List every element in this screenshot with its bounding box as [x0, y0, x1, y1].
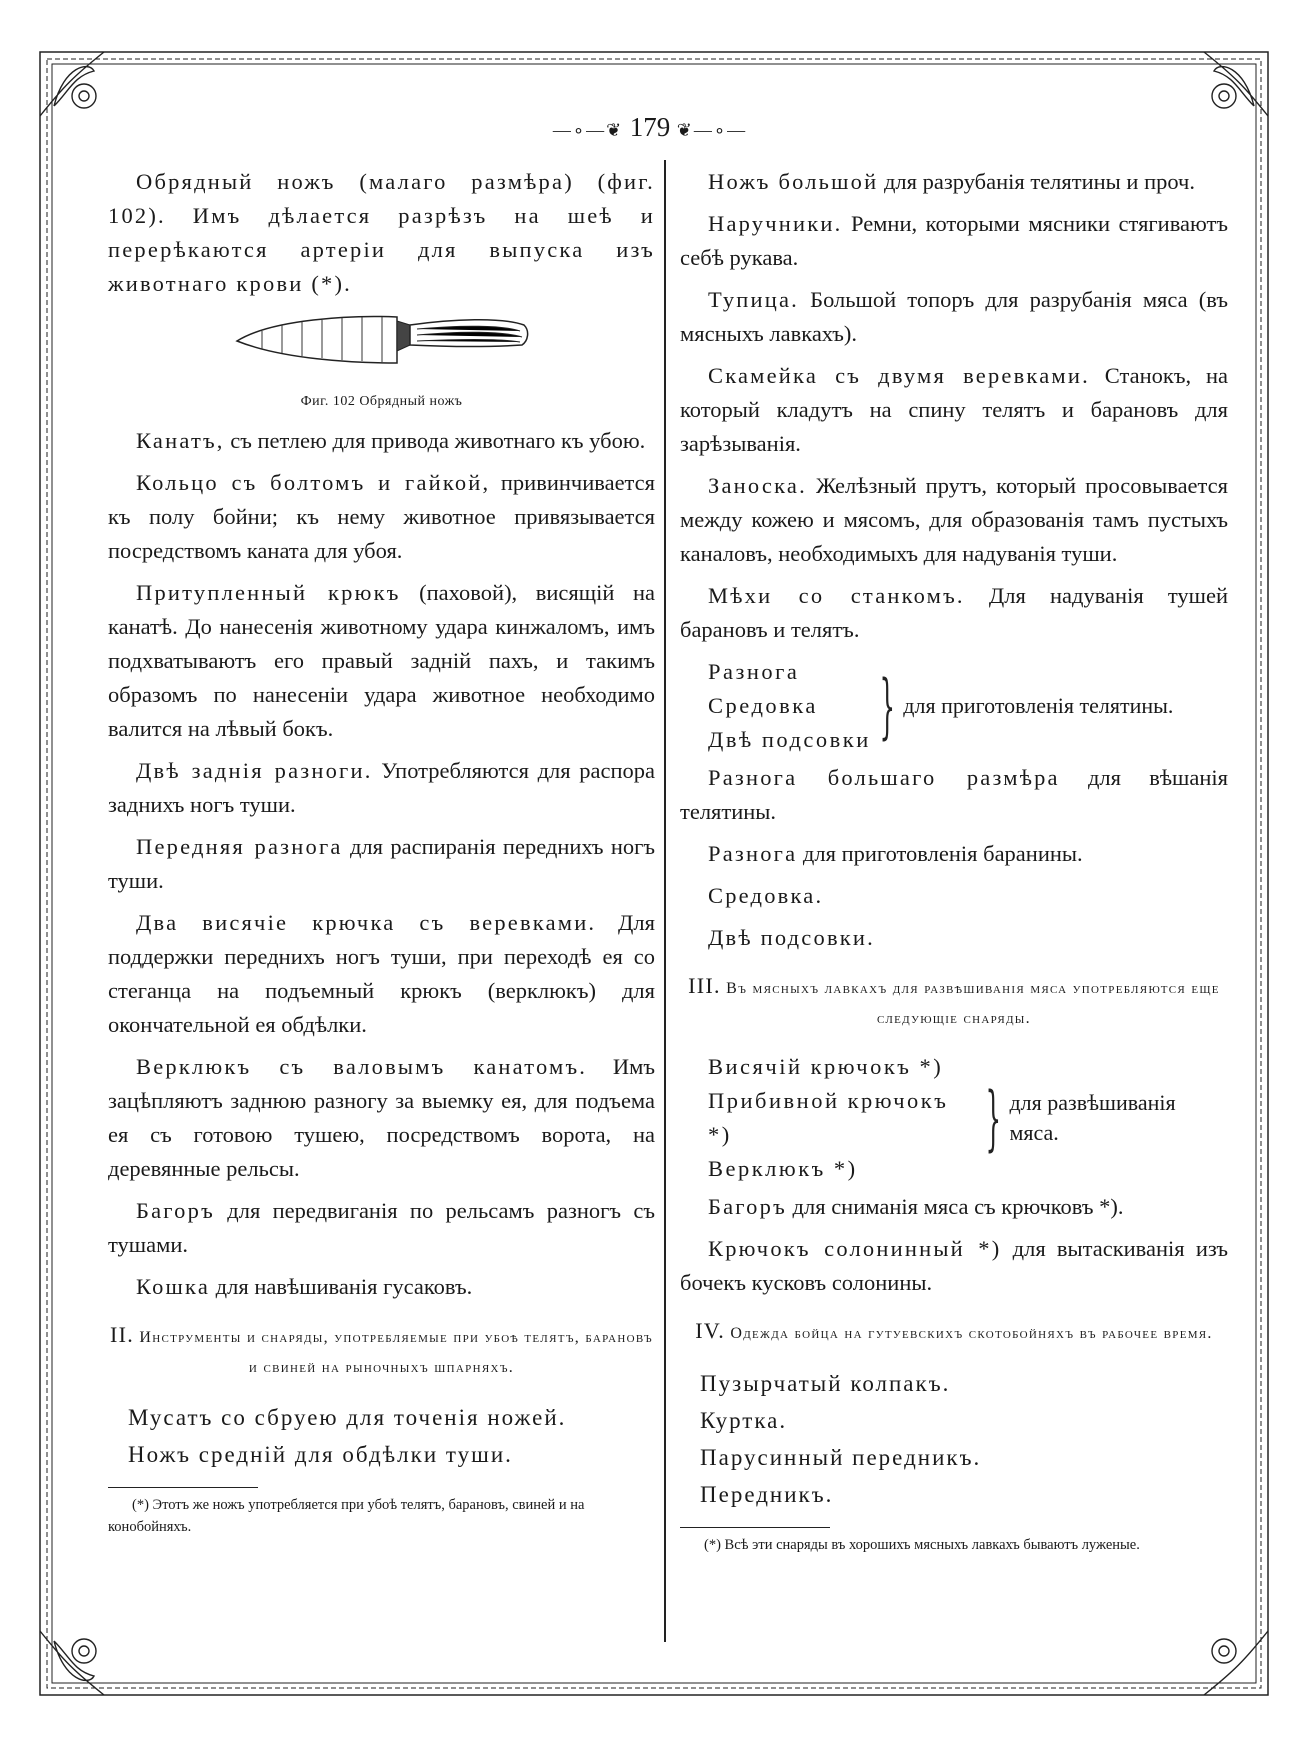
paragraph — [680, 359, 1228, 461]
definition: Ремни, которыми мясники стягиваютъ себѣ рукава. — [680, 211, 1228, 270]
definition: для распиранія переднихъ ногъ туши. — [108, 834, 655, 893]
page-number — [520, 112, 780, 143]
term: Кольцо съ болтомъ и гайкой, — [136, 470, 491, 495]
section-title: Одежда бойца на гутуевскихъ скотобойняхъ въ рабочее время. — [730, 1325, 1213, 1342]
definition: Большой топоръ для разрубанія мяса (въ мясныхъ лавкахъ). — [680, 287, 1228, 346]
term: Крючокъ солонинный *) — [708, 1236, 1002, 1261]
definition: для вѣшанія телятины. — [680, 765, 1228, 824]
list-item: Ножъ средній для обдѣлки туши. — [128, 1442, 513, 1467]
paragraph — [680, 761, 1228, 829]
term: Канатъ, — [136, 428, 225, 453]
definition: для сниманія мяса съ крючковъ *). — [786, 1194, 1124, 1219]
paragraph — [108, 466, 655, 568]
section-title: Въ мясныхъ лавкахъ для развѣшиванія мяса употребляются еще следующіе снаряды. — [726, 980, 1220, 1027]
list-item: Передникъ. — [700, 1482, 834, 1507]
section-heading — [680, 1316, 1228, 1349]
term: Разнога большаго размѣра — [708, 765, 1060, 790]
footnote-rule — [680, 1527, 830, 1528]
term: Притупленный крюкъ — [136, 580, 401, 605]
term: Разнога — [708, 841, 798, 866]
term: Тупица. — [708, 287, 800, 312]
section-heading — [108, 1320, 655, 1383]
paragraph — [680, 837, 1228, 871]
footnote: (*) Всѣ эти снаряды въ хорошихъ мясныхъ лавкахъ бываютъ луженые. — [704, 1537, 1140, 1553]
brace-label: для развѣшиванія мяса. — [1009, 1090, 1176, 1145]
definition: съ петлею для привода животнаго къ убою. — [224, 428, 646, 453]
definition: для передвиганія по рельсамъ разногъ съ тушами. — [108, 1198, 655, 1257]
paragraph — [680, 207, 1228, 275]
paragraph — [108, 830, 655, 898]
definition: привинчивается къ полу бойни; къ нему животное привязывается посредствомъ каната для убоя. — [108, 470, 655, 563]
list-item: Прибивной крючокъ *) — [708, 1088, 949, 1147]
paragraph — [108, 1050, 655, 1186]
list-item: Верклюкъ *) — [708, 1156, 858, 1181]
definition: Для поддержки переднихъ ногъ туши, при переходѣ ея со стеганца на подъемный крюкъ (верклюкъ) для окончательной ея обдѣлки. — [108, 910, 655, 1037]
list-item: Разнога — [708, 659, 800, 684]
term: Скамейка съ двумя веревками. — [708, 363, 1090, 388]
term: Передняя разнога — [136, 834, 343, 859]
definition: Желѣзный прутъ, который просовывается между кожею и мясомъ, для образованія тамъ пустыхъ каналовъ, необходимыхъ для надуванія туши. — [680, 473, 1228, 566]
list-item: Мусатъ со сбруею для точенія ножей. — [128, 1405, 567, 1430]
term: Наручники. — [708, 211, 843, 236]
paragraph — [108, 906, 655, 1042]
footnote: (*) Этотъ же ножъ употребляется при убоѣ телятъ, барановъ, свиней и на конобойняхъ. — [108, 1497, 585, 1535]
paragraph — [680, 579, 1228, 647]
right-brace-icon: } — [985, 1077, 1001, 1159]
definition: (паховой), висящій на канатѣ. До нанесенія животному удара кинжаломъ, имъ подхватываютъ его правый задній пахъ, и такимъ образомъ по нанесеніи удара животное необходимо валится на лѣвый бокъ. — [108, 580, 655, 741]
term: Багоръ — [708, 1194, 787, 1219]
list-item: Куртка. — [700, 1408, 788, 1433]
page-number-text: 179 — [629, 112, 671, 142]
term: Ножъ большой — [708, 169, 879, 194]
paragraph — [680, 1190, 1228, 1224]
right-brace-icon: } — [879, 665, 895, 747]
right-ornament-icon: ❦—∘— — [670, 120, 748, 140]
list-item: Висячій крючокъ *) — [708, 1054, 944, 1079]
definition: Употребляются для распора заднихъ ногъ туши. — [108, 758, 655, 817]
term: Багоръ — [136, 1198, 215, 1223]
brace-label: для приготовленія телятины. — [903, 693, 1174, 718]
term: Верклюкъ съ валовымъ канатомъ. — [136, 1054, 588, 1079]
list-item: Двѣ подсовки — [708, 727, 871, 752]
list-item: Парусинный передникъ. — [700, 1445, 982, 1470]
right-column — [680, 165, 1228, 1556]
paragraph — [108, 754, 655, 822]
term: Двѣ заднія разноги. — [136, 758, 373, 783]
definition: для навѣшиванія гусаковъ. — [210, 1274, 473, 1299]
column-divider — [664, 160, 666, 1642]
brace-group-veal — [680, 655, 1228, 757]
section-number: IV. — [695, 1318, 726, 1343]
knife-illustration-icon — [232, 311, 532, 381]
definition: Имъ зацѣпляютъ заднюю разногу за выемку ея, для подъема ея съ готовою тушею, посредствомъ ворота, на деревянные рельсы. — [108, 1054, 655, 1181]
section-number: III. — [688, 973, 721, 998]
paragraph: Обрядный ножъ (малаго размѣра) (фиг. 102). Имъ дѣлается разрѣзъ на шеѣ и перерѣкаются артеріи для выпуска изъ животнаго крови (*). — [108, 169, 655, 296]
definition: для приготовленія баранины. — [797, 841, 1083, 866]
paragraph — [680, 165, 1228, 199]
term: Два висячіе крючка съ веревками. — [136, 910, 597, 935]
list-item: Пузырчатый колпакъ. — [700, 1371, 951, 1396]
section-number: II. — [110, 1322, 135, 1347]
term: Кошка — [136, 1274, 211, 1299]
figure-knife — [108, 311, 655, 386]
definition: Для надуванія тушей барановъ и телятъ. — [680, 583, 1228, 642]
footnote-rule — [108, 1487, 258, 1488]
left-ornament-icon: —∘—❦ — [552, 120, 630, 140]
figure-caption: Фиг. 102 Обрядный ножъ — [300, 394, 463, 409]
paragraph — [680, 469, 1228, 571]
paragraph — [108, 1194, 655, 1262]
section-heading — [680, 971, 1228, 1034]
paragraph — [108, 576, 655, 746]
paragraph: Двѣ подсовки. — [708, 925, 875, 950]
definition: для разрубанія телятины и проч. — [878, 169, 1195, 194]
paragraph — [108, 1270, 655, 1304]
paragraph — [108, 424, 655, 458]
definition: для вытаскиванія изъ бочекъ кусковъ солонины. — [680, 1236, 1228, 1295]
definition: Станокъ, на который кладутъ на спину телятъ и барановъ для зарѣзыванія. — [680, 363, 1228, 456]
paragraph: Средовка. — [708, 883, 824, 908]
section-title: Инструменты и снаряды, употребляемые при убоѣ телятъ, барановъ и свиней на рыночныхъ шпарняхъ. — [139, 1329, 653, 1376]
paragraph — [680, 283, 1228, 351]
left-column — [108, 165, 655, 1538]
list-item: Средовка — [708, 693, 818, 718]
paragraph — [680, 1232, 1228, 1300]
term: Мѣхи со станкомъ. — [708, 583, 965, 608]
term: Заноска. — [708, 473, 807, 498]
brace-group-hanging — [680, 1050, 1228, 1186]
